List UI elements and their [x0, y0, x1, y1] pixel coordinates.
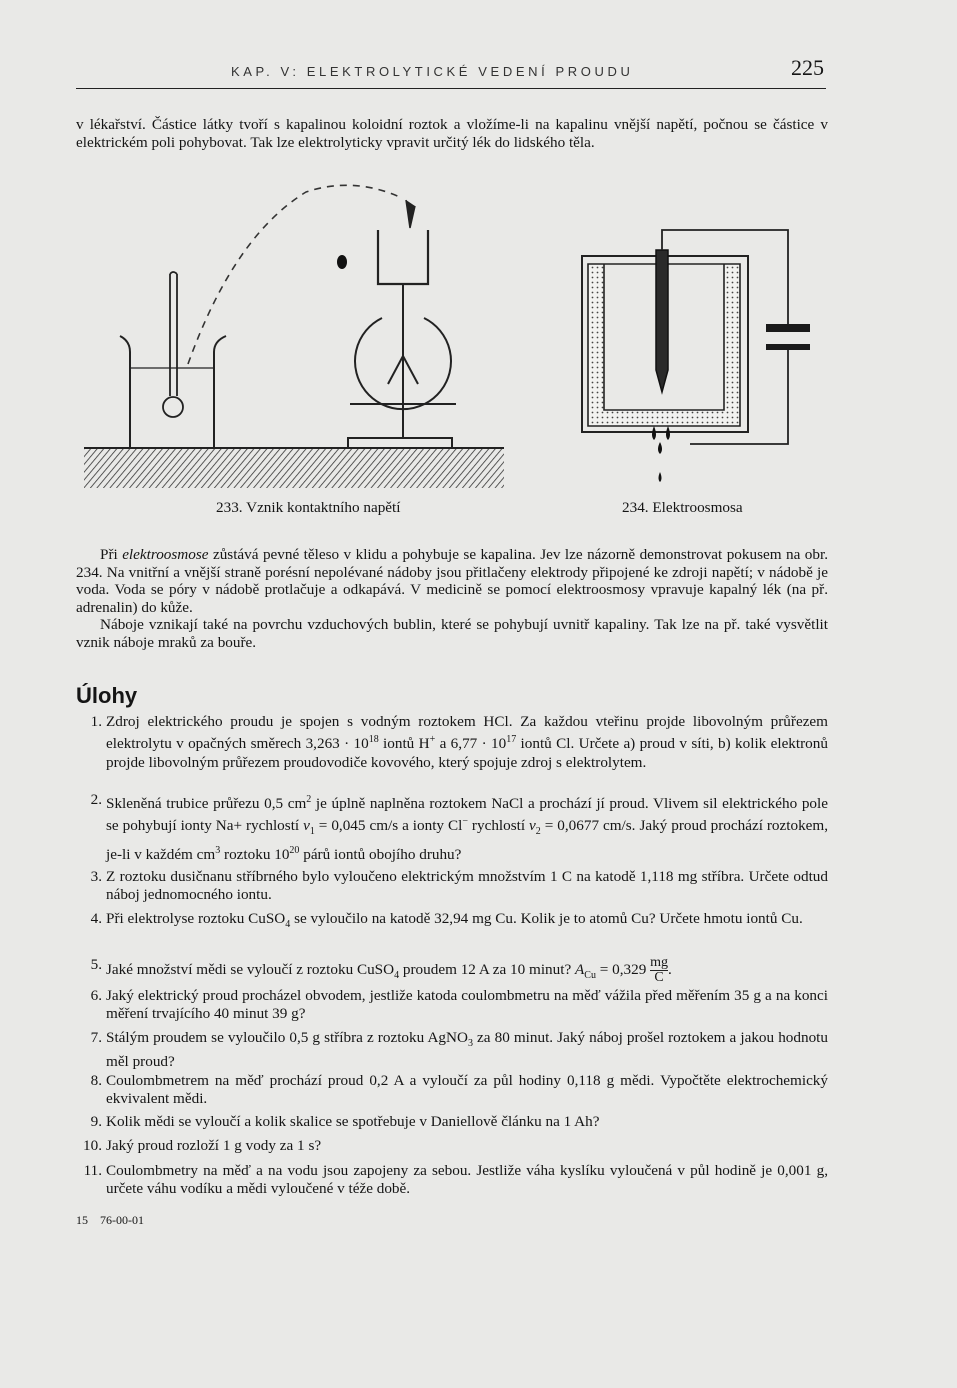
figure-electroosmosis [570, 220, 820, 500]
exercise-number: 10. [83, 1137, 102, 1154]
exercise-number: 9. [90, 1113, 102, 1130]
exercise-number: 3. [90, 868, 102, 885]
exercise-text: Coulombmetrem na měď prochází proud 0,2 A a vyloučí za půl hodiny 0,118 g mědi. Vypočtěte elektrochemický ekvivalent mědi. [106, 1072, 828, 1108]
exercise-text: Zdroj elektrického proudu je spojen s vodným roztokem HCl. Za každou vteřinu projde libovolným průřezem elektrolytu v opačných směrech $3,263 \cdot 10^{18}$ iontů H+ a $6,77 \cdot 10^{17}$ iontů Cl. Určete a) proud v síti, b) kolik elektronů projde libovolným průřezem proudovodiče kovového, který spojuje zdroj s elektrolytem. [106, 713, 828, 771]
exercise-text: Stálým proudem se vyloučilo 0,5 g stříbra z roztoku AgNO$_3$ za 80 minut. Jaký náboj prošel roztokem a jakou hodnotu měl proud? [106, 1029, 828, 1071]
cup [378, 230, 428, 284]
exercise-text: Při elektrolyse roztoku CuSO$_4$ se vyloučilo na katodě 32,94 mg Cu. Kolik je to atomů Cu? Určete hmotu iontů Cu. [106, 910, 803, 931]
battery-plate-positive [766, 324, 810, 332]
electroosmosis-paragraph [76, 546, 828, 616]
italic-term: elektroosmose [122, 546, 209, 563]
sheet-number: 15 [76, 1213, 88, 1227]
exercise-number: 4. [90, 910, 102, 927]
exercise-number: 1. [90, 713, 102, 730]
fraction: $\frac{mg}{C}$ [650, 955, 668, 985]
section-title: Úlohy [76, 683, 138, 708]
text-run: zůstává pevné těleso v klidu a pohybuje se kapalina. Jev lze názorně demonstrovat pokusem na obr. 234. Na vnitřní a vnější straně porésní nepolévané nádoby jsou přitlačeny elektrody připojené ke zdroji napětí; v nádobě je voda. Voda se póry v nádobě protlačuje a odkapává. V medicině se pomocí elektroosmosy vpravuje kapalný lék (na př. adrenalin) do kůže. [76, 546, 828, 616]
ground-hatch [84, 448, 504, 488]
exercise-number: 2. [90, 791, 102, 808]
electroscope [348, 284, 456, 448]
inner-electrode [656, 250, 668, 392]
exercise-text: Z roztoku dusičnanu stříbrného bylo vyloučeno elektrickým množstvím 1 C na katodě 1,118 mg stříbra. Určete odtud náboj jednomocného iontu. [106, 868, 828, 904]
bubble-paragraph [76, 616, 828, 651]
exercise-text: Skleněná trubice průřezu 0,5 $cm^2$ je úplně naplněna roztokem NaCl a prochází jí proud. Vlivem sil elektrického pole se pohybují ionty Na+ rychlostí $v_1 = 0,045$ cm/s a ionty Cl− rychlostí $v_2 = 0,0677$ cm/s. Jaký proud prochází roztokem, je-li v každém $cm^3$ roztoku $10^{20}$ párů iontů obojího druhu? [106, 794, 829, 864]
arrow-icon [406, 200, 415, 228]
figure-contact-voltage [84, 176, 514, 496]
page-number: 225 [791, 55, 824, 80]
intro-paragraph: v lékařství. Částice látky tvoří s kapalinou koloidní roztok a vložíme-li na kapalinu vnější napětí, počnou se částice v elektrickém poli pohybovat. Tak lze elektrolyticky vpravit určitý lék do lidského těla. [76, 116, 828, 151]
drop-icon [652, 426, 656, 440]
exercise-number: 8. [90, 1072, 102, 1089]
probe-rod [163, 272, 183, 417]
beaker [120, 336, 226, 448]
drop-icon [666, 426, 670, 440]
dashed-trajectory [188, 185, 402, 364]
exercise-text: Jaký elektrický proud procházel obvodem, jestliže katoda coulombmetru na měď vážila před měřením 35 g a na konci měření trvajícího 40 minut 39 g? [106, 987, 828, 1023]
figure-234-caption: 234. Elektroosmosa [622, 499, 743, 516]
figure-233-caption: 233. Vznik kontaktního napětí [216, 499, 401, 516]
exercise-text: Kolik mědi se vyloučí a kolik skalice se spotřebuje v Daniellově článku na 1 Ah? [106, 1113, 600, 1130]
text-run: Náboje vznikají také na povrchu vzduchových bublin, které se pohybují uvnitř kapaliny. Tak lze na př. také vysvětlit vznik náboje mraků za bouře. [76, 616, 828, 651]
exercise-number: 11. [83, 1162, 102, 1179]
page-header [76, 55, 826, 89]
exercise-text: Jaký proud rozloží 1 g vody za 1 s? [106, 1137, 322, 1154]
drop-icon [658, 442, 662, 454]
text-run: Při [100, 546, 123, 563]
battery-plate-negative [766, 344, 810, 350]
print-code: 76-00-01 [100, 1213, 144, 1227]
exercise-number: 7. [90, 1029, 102, 1046]
exercise-text: Coulombmetry na měď a na vodu jsou zapojeny za sebou. Jestliže váha kyslíku vyloučená v půl hodině je 0,001 g, určete váhu vodíku a mědi vyloučené v téže době. [106, 1162, 828, 1198]
drop-icon [337, 255, 347, 269]
running-title: KAP. V: ELEKTROLYTICKÉ VEDENÍ PROUDU [231, 64, 634, 79]
drop-icon [659, 472, 662, 482]
exercise-number: 6. [90, 987, 102, 1004]
exercise-number: 5. [90, 956, 102, 973]
exercise-text: Jaké množství mědi se vyloučí z roztoku CuSO$_4$ proudem 12 A za 10 minut? $A_{Cu} = 0,329$ $\frac{mg}{C}$ . [106, 955, 672, 985]
printer-signature [76, 1213, 156, 1228]
